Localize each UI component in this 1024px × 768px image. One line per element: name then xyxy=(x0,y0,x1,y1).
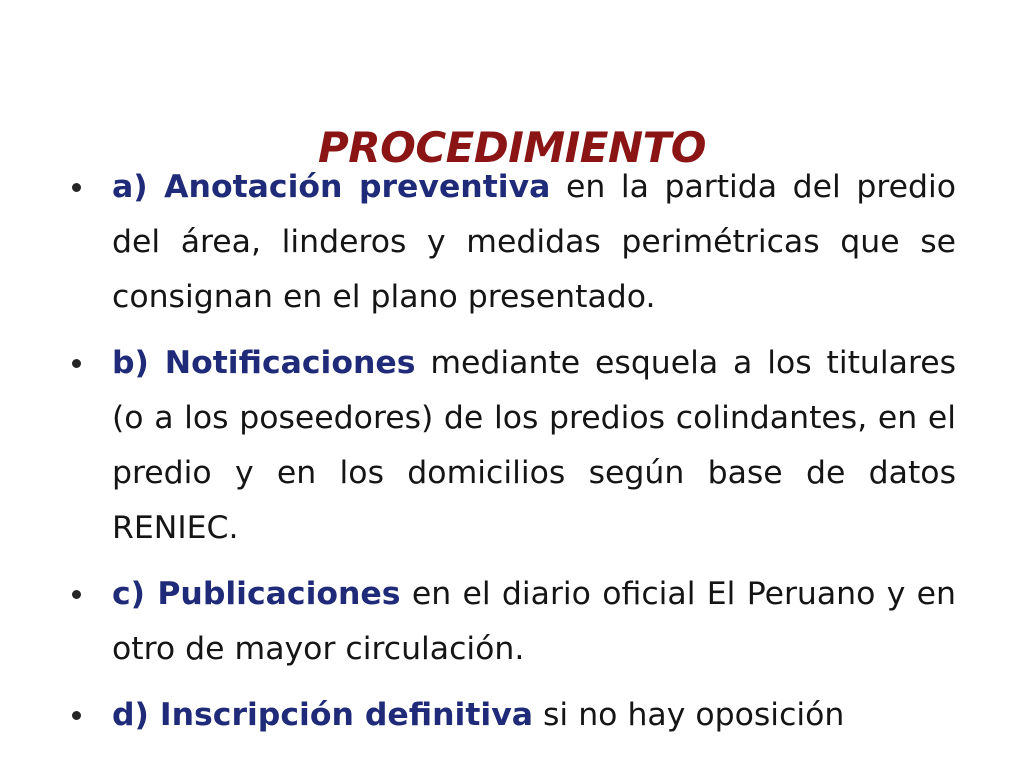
slide-title: PROCEDIMIENTO xyxy=(318,123,706,173)
bullet-text: si no hay oposición xyxy=(533,697,845,733)
bullet-dot-icon xyxy=(72,359,81,368)
bullet-lead: a) Anotación preventiva xyxy=(112,169,551,205)
bullet-lead: b) Notificaciones xyxy=(112,345,416,381)
bullet-item-inscripcion xyxy=(72,688,956,743)
bullet-dot-icon xyxy=(72,590,81,599)
bullet-text: en la partida del predio del área, linderos y medidas perimétricas que se consignan en el plano presentado. xyxy=(112,169,956,315)
bullet-dot-icon xyxy=(72,183,81,192)
bullet-lead: c) Publicaciones xyxy=(112,576,401,612)
bullet-lead: d) Inscripción definitiva xyxy=(112,697,533,733)
bullet-list xyxy=(72,160,956,754)
bullet-item-notificaciones xyxy=(72,336,956,556)
bullet-text: en el diario oficial El Peruano y en otro de mayor circulación. xyxy=(112,576,956,667)
bullet-item-publicaciones xyxy=(72,567,956,677)
bullet-item-anotacion xyxy=(72,160,956,325)
bullet-text: mediante esquela a los titulares (o a los poseedores) de los predios colindantes, en el predio y en los domicilios según base de datos RENIEC. xyxy=(112,345,956,546)
bullet-dot-icon xyxy=(72,711,81,720)
